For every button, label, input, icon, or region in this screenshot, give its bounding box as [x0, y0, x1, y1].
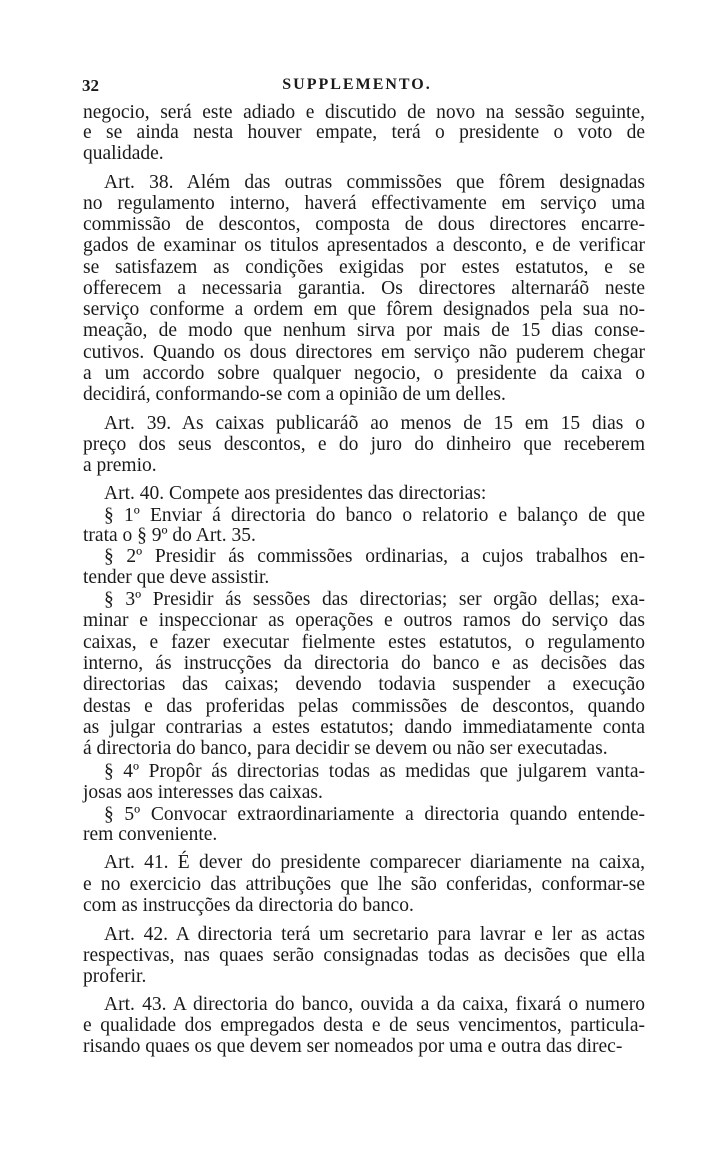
text-line: se satisfazem as condições exigidas por estes estatutos, e se	[83, 257, 645, 278]
text-line: offerecem a necessaria garantia. Os directores alternaráõ neste	[83, 278, 645, 299]
text-line: serviço conforme a ordem em que fôrem designados pela sua no-	[83, 299, 645, 320]
text-line: á directoria do banco, para decidir se devem ou não ser executadas.	[83, 738, 608, 759]
text-line: interno, ás instrucções da directoria do banco e as decisões das	[83, 653, 645, 674]
page-number: 32	[82, 76, 99, 95]
text-line: e se ainda nesta houver empate, terá o presidente o voto de	[83, 122, 645, 143]
text-line: cutivos. Quando os dous directores em serviço não puderem chegar	[83, 342, 645, 363]
text-line: a premio.	[83, 455, 157, 476]
text-line: Art. 41. É dever do presidente comparecer diariamente na caixa,	[104, 852, 645, 873]
text-line: destas e das proferidas pelas commissões de descontos, quando	[83, 696, 645, 717]
text-line: e no exercicio das attribuções que lhe são conferidas, conformar-se	[83, 874, 645, 895]
text-line: Art. 40. Compete aos presidentes das directorias:	[104, 483, 487, 504]
text-line: § 5º Convocar extraordinariamente a directoria quando entende-	[104, 804, 645, 825]
text-line: Art. 42. A directoria terá um secretario para lavrar e ler as actas	[104, 924, 645, 945]
text-line: proferir.	[83, 966, 147, 987]
text-line: meação, de modo que nenhum sirva por mais de 15 dias conse-	[83, 320, 645, 341]
text-line: § 3º Presidir ás sessões das directorias; ser orgão dellas; exa-	[104, 589, 645, 610]
text-line: risando quaes os que devem ser nomeados por uma e outra das direc-	[83, 1036, 623, 1057]
text-line: negocio, será este adiado e discutido de novo na sessão seguinte,	[83, 102, 645, 123]
text-line: qualidade.	[83, 143, 164, 164]
text-line: commissão de descontos, composta de dous directores encarre-	[83, 214, 645, 235]
text-line: Art. 43. A directoria do banco, ouvida a da caixa, fixará o numero	[104, 994, 645, 1015]
text-line: § 2º Presidir ás commissões ordinarias, a cujos trabalhos en-	[104, 546, 645, 567]
text-line: caixas, e fazer executar fielmente estes estatutos, o regulamento	[83, 632, 645, 653]
text-line: respectivas, nas quaes serão consignadas todas as decisões que ella	[83, 945, 645, 966]
text-line: gados de examinar os titulos apresentados a desconto, e de verificar	[83, 235, 645, 256]
text-line: Art. 38. Além das outras commissões que fôrem designadas	[104, 172, 645, 193]
text-line: tender que deve assistir.	[83, 567, 270, 588]
running-title: SUPPLEMENTO.	[282, 76, 432, 93]
text-line: preço dos seus descontos, e do juro do dinheiro que receberem	[83, 434, 645, 455]
text-line: as julgar contrarias a estes estatutos; dando immediatamente conta	[83, 717, 645, 738]
text-line: trata o § 9º do Art. 35.	[83, 525, 256, 546]
text-line: § 1º Enviar á directoria do banco o relatorio e balanço de que	[104, 505, 645, 526]
text-line: rem conveniente.	[83, 824, 218, 845]
text-line: decidirá, conformando-se com a opinião de um delles.	[83, 384, 506, 405]
text-line: e qualidade dos empregados desta e de seus vencimentos, particula-	[83, 1015, 645, 1036]
text-line: com as instrucções da directoria do banco.	[83, 895, 414, 916]
text-line: no regulamento interno, haverá effectivamente em serviço uma	[83, 193, 645, 214]
text-line: Art. 39. As caixas publicaráõ ao menos de 15 em 15 dias o	[104, 413, 645, 434]
text-line: directorias das caixas; devendo todavia suspender a execução	[83, 674, 645, 695]
text-line: josas aos interesses das caixas.	[83, 782, 323, 803]
text-line: § 4º Propôr ás directorias todas as medidas que julgarem vanta-	[104, 761, 645, 782]
text-line: minar e inspeccionar as operações e outros ramos do serviço das	[83, 610, 645, 631]
text-line: a um accordo sobre qualquer negocio, o presidente da caixa o	[83, 363, 645, 384]
